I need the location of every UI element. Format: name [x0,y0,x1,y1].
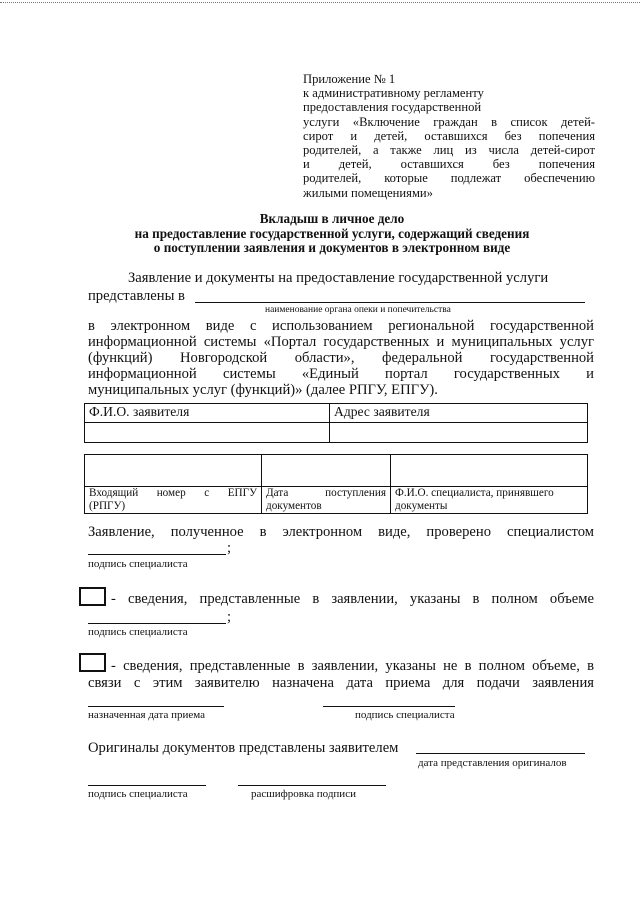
appendix-line: родителей, которые подлежат обеспечению [303,171,595,186]
originals-decode-caption: расшифровка подписи [251,788,356,800]
originals-text: Оригиналы документов представлены заявителем [88,740,399,756]
appendix-line: жилыми помещениями» [303,185,433,200]
verified-text: Заявление, полученное в электронном виде, проверено специалистом [88,524,594,540]
specialist-name-header [391,487,588,514]
org-name-caption: наименование органа опеки и попечительства [265,305,451,315]
partial-info-text-line-2: связи с этим заявителю назначена дата приема для подачи заявления [88,675,594,691]
page-top-border [0,2,640,3]
org-name-field[interactable] [195,302,585,303]
partial-info-signature-caption: подпись специалиста [355,709,455,721]
receipt-date-header [262,487,391,514]
full-info-signature-field[interactable] [88,623,226,624]
header-line: Входящий номер с ЕПГУ [89,487,257,499]
appendix-header [303,72,595,200]
verified-signature-caption: подпись специалиста [88,558,188,570]
originals-date-field[interactable] [416,753,585,754]
originals-decode-field[interactable] [238,785,386,786]
verified-colon: ; [227,540,232,556]
title-line: о поступлении заявления и документов в электронном виде [153,240,511,256]
applicant-name-header: Ф.И.О. заявителя [85,404,330,423]
specialist-name-cell[interactable] [391,455,588,487]
intro-line: информационной системы «Портал государственных и муниципальных услуг [88,334,594,350]
header-line: документы [395,500,448,512]
partial-info-text-line-1: - сведения, представленные в заявлении, указаны не в полном объеме, в [111,658,594,674]
header-line: Дата поступления [266,487,386,499]
originals-signature-caption: подпись специалиста [88,788,188,800]
appointed-date-field[interactable] [88,706,224,707]
title-line: на предоставление государственной услуги, содержащий сведения [134,225,530,241]
intro-line: в электронном виде с использованием региональной государственной [88,318,594,334]
receipt-table [84,454,588,514]
appendix-line: сирот и детей, оставшихся без попечения [303,128,595,143]
full-info-semicolon: ; [227,609,232,625]
receipt-date-cell[interactable] [262,455,391,487]
applicant-address-header: Адрес заявителя [330,404,588,423]
incoming-number-header [85,487,262,514]
document-title [88,212,576,256]
intro-line: муниципальных услуг (функций)» (далее РПГУ, ЕПГУ). [88,382,438,398]
header-line: (РПГУ) [89,500,126,512]
appendix-line: Приложение № 1 [303,72,396,86]
intro-text [88,318,594,398]
intro-line: информационной системы «Единый портал государственных и [88,366,594,382]
verified-signature-field[interactable] [88,554,226,555]
header-line: документов [266,500,322,512]
intro-line-1: Заявление и документы на предоставление государственной услуги [128,270,549,286]
intro-line-2: представлены в [88,288,185,304]
appendix-line: услуги «Включение граждан в список детей- [303,114,595,129]
full-info-checkbox[interactable] [79,587,106,606]
originals-date-caption: дата представления оригиналов [418,757,567,769]
applicant-address-cell[interactable] [330,423,588,443]
applicant-table [84,403,588,443]
originals-signature-field[interactable] [88,785,206,786]
title-line: Вкладыш в личное дело [259,211,405,226]
intro-line: (функций) Новгородской области», федеральной государственной [88,350,594,366]
full-info-text: - сведения, представленные в заявлении, указаны в полном объеме [111,591,594,607]
header-line: Ф.И.О. специалиста, принявшего [395,487,554,499]
appendix-line: и детей, оставшихся без попечения [303,157,595,172]
incoming-number-cell[interactable] [85,455,262,487]
appendix-line: предоставления государственной [303,100,482,115]
appendix-line: родителей, а также лиц из числа детей-сирот [303,143,595,158]
appendix-line: к административному регламенту [303,86,484,101]
full-info-signature-caption: подпись специалиста [88,626,188,638]
applicant-name-cell[interactable] [85,423,330,443]
appointed-date-caption: назначенная дата приема [88,709,206,721]
partial-info-signature-field[interactable] [323,706,455,707]
partial-info-checkbox[interactable] [79,653,106,672]
